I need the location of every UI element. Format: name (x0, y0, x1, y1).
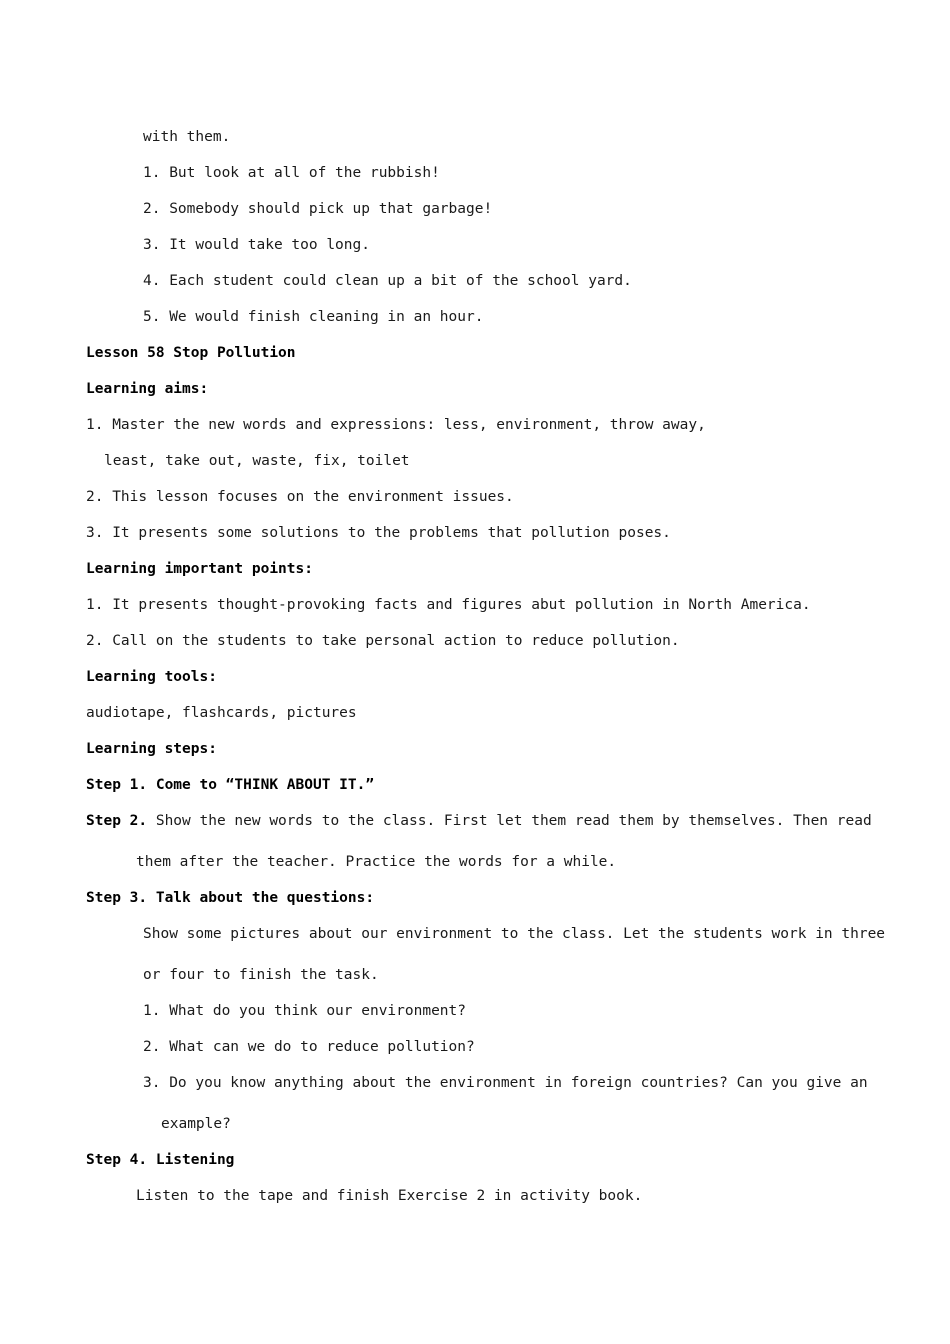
list-item: 1. What do you think our environment? (143, 1003, 467, 1019)
list-item: 4. Each student could clean up a bit of the school yard. (143, 273, 632, 289)
step-heading: Step 4. Listening (86, 1152, 235, 1168)
list-item: 2. Call on the students to take personal action to reduce pollution. (86, 633, 680, 649)
section-heading: Learning tools: (86, 669, 217, 685)
section-heading: Learning important points: (86, 561, 313, 577)
step-label: Step 2. (86, 813, 148, 829)
list-item: 5. We would finish cleaning in an hour. (143, 309, 484, 325)
section-heading: Learning aims: (86, 381, 209, 397)
step-heading: Step 3. Talk about the questions: (86, 890, 375, 906)
lesson-title: Lesson 58 Stop Pollution (86, 345, 296, 361)
text-line: or four to finish the task. (143, 967, 379, 983)
text-line: Show some pictures about our environment to the class. Let the students work in three (143, 926, 886, 942)
list-item: 2. What can we do to reduce pollution? (143, 1039, 475, 1055)
list-item: 3. Do you know anything about the environment in foreign countries? Can you give an (143, 1075, 868, 1091)
text-line: with them. (143, 129, 231, 145)
list-item: 2. Somebody should pick up that garbage! (143, 201, 493, 217)
section-heading: Learning steps: (86, 741, 217, 757)
list-item: 3. It presents some solutions to the problems that pollution poses. (86, 525, 671, 541)
text-line: example? (161, 1116, 231, 1132)
text-line: them after the teacher. Practice the words for a while. (136, 854, 617, 870)
list-item: 1. Master the new words and expressions: less, environment, throw away, (86, 417, 706, 433)
step-text: Show the new words to the class. First let them read them by themselves. Then read (155, 813, 872, 829)
list-item: 1. It presents thought-provoking facts and figures abut pollution in North America. (86, 597, 811, 613)
list-item: 2. This lesson focuses on the environment issues. (86, 489, 514, 505)
list-item: 3. It would take too long. (143, 237, 370, 253)
text-line: least, take out, waste, fix, toilet (104, 453, 410, 469)
list-item: 1. But look at all of the rubbish! (143, 165, 440, 181)
step-line (86, 811, 872, 831)
text-line: audiotape, flashcards, pictures (86, 705, 357, 721)
step-heading: Step 1. Come to “THINK ABOUT IT.” (86, 777, 375, 793)
text-line: Listen to the tape and finish Exercise 2 in activity book. (136, 1188, 643, 1204)
